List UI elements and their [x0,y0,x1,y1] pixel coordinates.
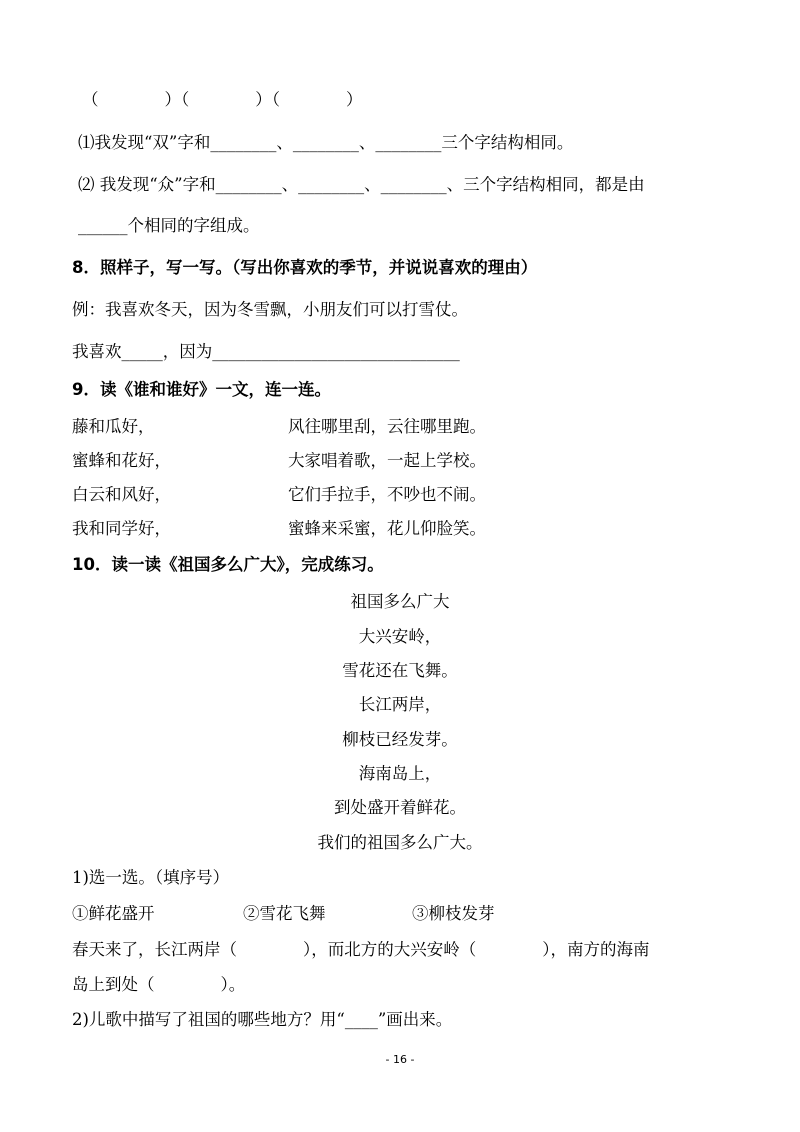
q10-sub1-line-1: 春天来了，长江两岸（ ），而北方的大兴安岭（ ），南方的海南 [72,940,650,959]
q10-sub2: 2)儿歌中描写了祖国的哪些地方？用“____”画出来。 [72,1010,453,1029]
q8-fill-line: 我喜欢_____，因为______________________________ [72,342,460,361]
poem-line: 海南岛上， [358,764,442,783]
poem-line: 长江两岸， [358,695,442,714]
q10-title: 10．读一读《祖国多么广大》，完成练习。 [72,555,384,574]
q9-left-item: 我和同学好， [72,519,171,538]
q9-right-item: 风往哪里刮，云往哪里跑。 [288,417,486,436]
q7-line-1: ⑴我发现“双”字和________、________、________三个字结构相同。 [78,133,574,152]
q10-sub1-title: 1)选一选。（填序号） [72,868,230,887]
poem-line: 柳枝已经发芽。 [342,730,458,749]
q9-left-item: 藤和瓜好， [72,417,155,436]
q8-example: 例：我喜欢冬天，因为冬雪飘，小朋友们可以打雪仗。 [72,300,468,319]
poem-line: 到处盛开着鲜花。 [334,798,466,817]
option-1: ①鲜花盛开 [72,904,155,923]
poem-line: 我们的祖国多么广大。 [317,833,483,852]
q9-right-item: 大家唱着歌，一起上学校。 [288,451,486,470]
q9-title: 9．读《谁和谁好》一文，连一连。 [72,380,331,399]
option-3: ③柳枝发芽 [412,904,495,923]
q10-sub1-line-2: 岛上到处（ ）。 [72,975,246,994]
option-2: ②雪花飞舞 [243,904,326,923]
q9-left-item: 蜜蜂和花好， [72,451,171,470]
page-number: - 16 - [385,1053,415,1066]
q7-line-3: ______个相同的字组成。 [78,216,260,235]
poem-line: 大兴安岭， [358,627,442,646]
q9-left-item: 白云和风好， [72,485,171,504]
q8-title: 8．照样子，写一写。（写出你喜欢的季节，并说说喜欢的理由） [72,258,538,277]
q9-right-item: 蜜蜂来采蜜，花儿仰脸笑。 [288,519,486,538]
answer-brackets: （ ）（ ）（ ） [82,90,363,109]
q7-line-2: ⑵ 我发现“众”字和________、________、________、三个字结构相同，都是由 [78,175,645,194]
q9-right-item: 它们手拉手，不吵也不闹。 [288,485,486,504]
poem-line: 雪花还在飞舞。 [342,661,458,680]
poem-line: 祖国多么广大 [350,592,450,611]
